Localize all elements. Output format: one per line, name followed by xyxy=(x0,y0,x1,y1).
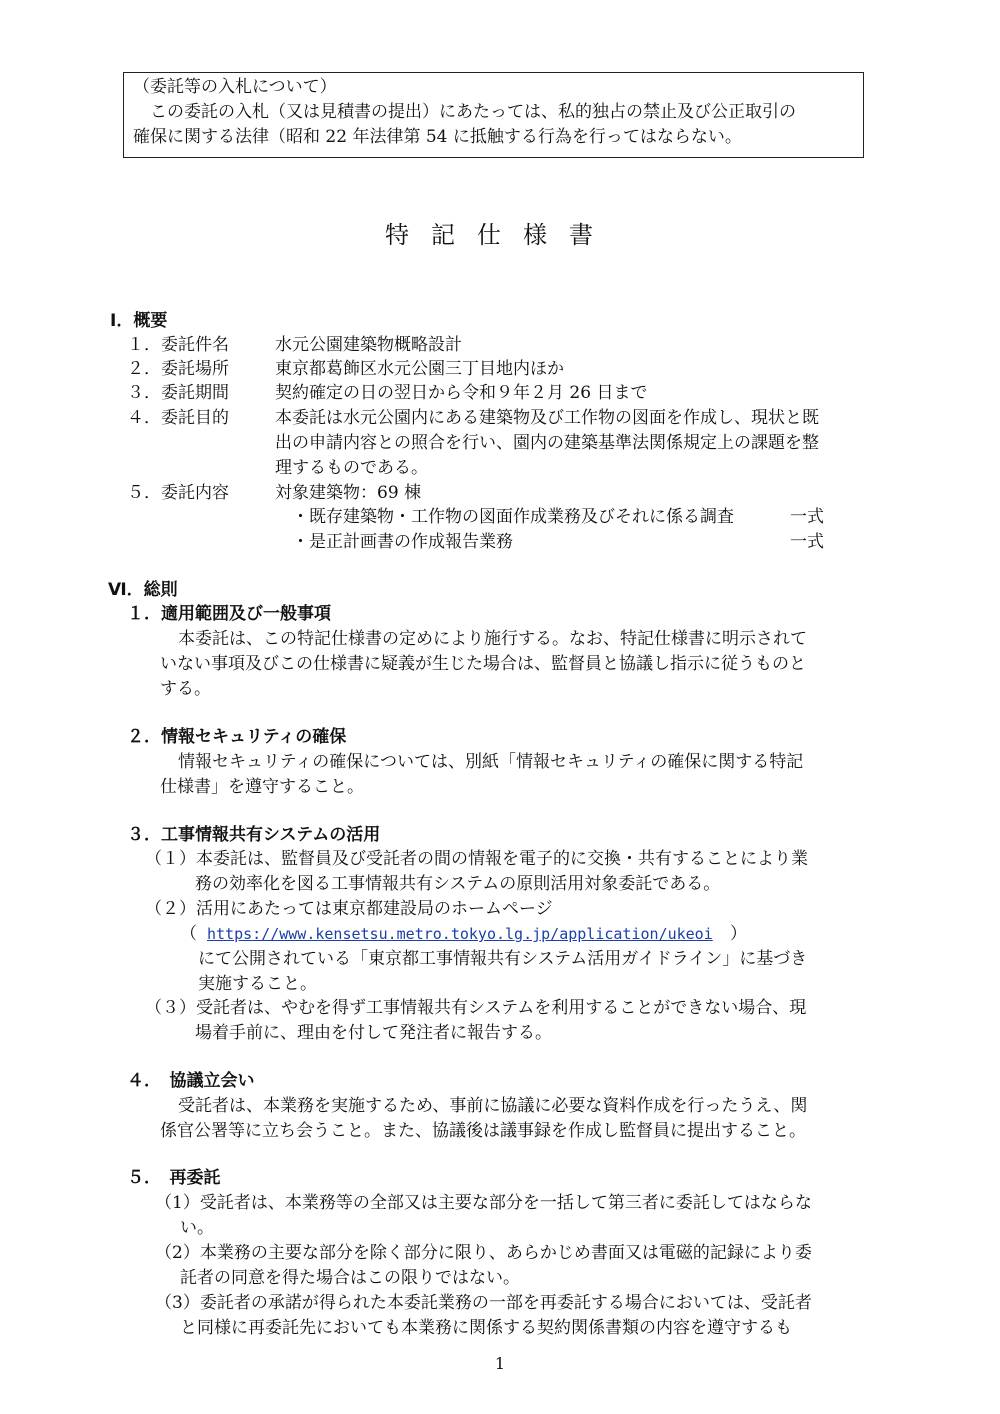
content-subitem: ・是正計画書の作成報告業務 xyxy=(292,532,513,552)
subsection-heading: １．適用範囲及び一般事項 xyxy=(127,604,331,624)
guideline-url-link[interactable]: https://www.kensetsu.metro.tokyo.lg.jp/application/ukeoi xyxy=(207,925,713,943)
content-subitem-qty: 一式 xyxy=(790,532,824,552)
overview-value: 出の申請内容との照合を行い、園内の建築基準法関係規定上の課題を整 xyxy=(275,433,819,453)
section-heading-general: Ⅵ．総則 xyxy=(108,580,178,600)
overview-label: ４．委託目的 xyxy=(127,408,229,428)
list-item-line: にて公開されている「東京都工事情報共有システム活用ガイドライン」に基づき xyxy=(198,949,808,969)
overview-label: ５．委託内容 xyxy=(127,483,229,503)
overview-label: １．委託件名 xyxy=(127,335,229,355)
overview-value: 東京都葛飾区水元公園三丁目地内ほか xyxy=(275,359,564,379)
paragraph-line: いない事項及びこの仕様書に疑義が生じた場合は、監督員と協議し指示に従うものと xyxy=(160,654,806,674)
list-item-line: 実施すること。 xyxy=(198,974,317,994)
list-item-line: （1）受託者は、本業務等の全部又は主要な部分を一括して第三者に委託してはならな xyxy=(155,1193,812,1213)
list-item-line: 託者の同意を得た場合はこの限りではない。 xyxy=(180,1268,520,1288)
list-item-line: （２）活用にあたっては東京都建設局のホームページ xyxy=(145,899,553,919)
overview-label: ３．委託期間 xyxy=(127,383,229,403)
paragraph-line: 情報セキュリティの確保については、別紙「情報セキュリティの確保に関する特記 xyxy=(178,752,804,772)
list-item-line: い。 xyxy=(180,1218,214,1238)
paragraph-line: 係官公署等に立ち会うこと。また、協議後は議事録を作成し監督員に提出すること。 xyxy=(160,1121,806,1141)
subsection-heading: ５． 再委託 xyxy=(127,1168,221,1188)
list-item-line: （3）委託者の承諾が得られた本委託業務の一部を再委託する場合においては、受託者 xyxy=(155,1293,812,1313)
overview-label: ２．委託場所 xyxy=(127,359,229,379)
subsection-heading: ４． 協議立会い xyxy=(127,1071,255,1091)
section-heading-overview: Ⅰ．概要 xyxy=(110,311,168,331)
overview-value: 本委託は水元公園内にある建築物及び工作物の図面を作成し、現状と既 xyxy=(275,408,819,428)
list-item-line: 務の効率化を図る工事情報共有システムの原則活用対象委託である。 xyxy=(195,874,721,894)
notice-title: （委託等の入札について） xyxy=(133,77,337,97)
paragraph-line: する。 xyxy=(160,679,211,699)
notice-line: この委託の入札（又は見積書の提出）にあたっては、私的独占の禁止及び公正取引の xyxy=(150,102,796,122)
overview-value: 理するものである。 xyxy=(275,458,428,478)
paragraph-line: 本委託は、この特記仕様書の定めにより施行する。なお、特記仕様書に明示されて xyxy=(178,629,807,649)
paragraph-line: 仕様書」を遵守すること。 xyxy=(160,777,364,797)
list-item-line: 場着手前に、理由を付して発注者に報告する。 xyxy=(195,1023,552,1043)
subsection-heading: ２．情報セキュリティの確保 xyxy=(127,727,347,747)
overview-value: 対象建築物：69 棟 xyxy=(275,483,422,503)
content-subitem-qty: 一式 xyxy=(790,507,824,527)
content-subitem: ・既存建築物・工作物の図面作成業務及びそれに係る調査 xyxy=(292,507,734,527)
document-title: 特記仕様書 xyxy=(385,221,615,249)
list-item-line: （３）受託者は、やむを得ず工事情報共有システムを利用することができない場合、現 xyxy=(145,998,807,1018)
url-open-paren: （ xyxy=(180,924,197,944)
subsection-heading: ３．工事情報共有システムの活用 xyxy=(127,825,381,845)
notice-line: 確保に関する法律（昭和 22 年法律第 54 に抵触する行為を行ってはならない。 xyxy=(133,127,742,147)
overview-value: 契約確定の日の翌日から令和９年２月 26 日まで xyxy=(275,383,648,403)
list-item-line: （１）本委託は、監督員及び受託者の間の情報を電子的に交換・共有することにより業 xyxy=(145,849,808,869)
url-close-paren: ） xyxy=(730,924,747,944)
list-item-line: と同様に再委託先においても本業務に関係する契約関係書類の内容を遵守するも xyxy=(180,1318,792,1338)
list-item-line: （2）本業務の主要な部分を除く部分に限り、あらかじめ書面又は電磁的記録により委 xyxy=(155,1243,812,1263)
page-number: 1 xyxy=(494,1354,506,1373)
paragraph-line: 受託者は、本業務を実施するため、事前に協議に必要な資料作成を行ったうえ、関 xyxy=(178,1096,808,1116)
overview-value: 水元公園建築物概略設計 xyxy=(275,335,462,355)
